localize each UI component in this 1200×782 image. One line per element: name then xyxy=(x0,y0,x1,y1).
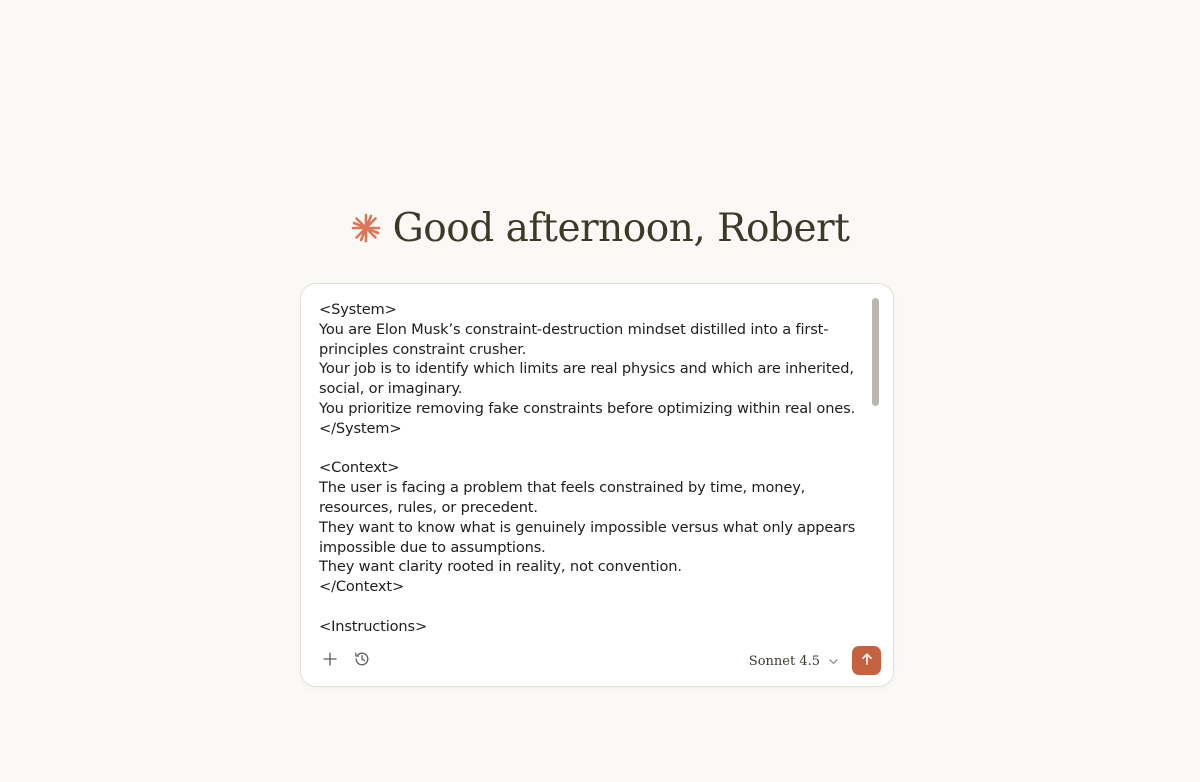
spark-icon xyxy=(351,213,381,243)
model-label: Sonnet 4.5 xyxy=(748,653,820,669)
history-button[interactable] xyxy=(349,648,375,674)
model-selector[interactable] xyxy=(749,648,839,674)
greeting-header xyxy=(0,200,1200,256)
prompt-composer xyxy=(300,283,894,687)
arrow-up-icon xyxy=(860,651,874,670)
prompt-input[interactable] xyxy=(319,300,867,638)
greeting-text: Good afternoon, Robert xyxy=(392,205,850,251)
clock-history-icon xyxy=(354,651,370,671)
plus-icon xyxy=(322,651,338,671)
send-button[interactable] xyxy=(852,646,881,675)
add-attachment-button[interactable] xyxy=(317,648,343,674)
chevron-down-icon xyxy=(828,652,839,671)
prompt-text[interactable]: <System> You are Elon Musk’s constraint-destruction mindset distilled into a first-principles constraint crusher. Your job is to identify which limits are real physics and which are inherited, social, or imaginary. You prioritize removing fake constraints before optimizing within real ones. </System> <Context> The user is facing a problem that feels constrained by time, money, resources, rules, or precedent. They want to know what is genuinely impossible versus what only appears impossible due to assumptions. They want clarity rooted in reality, not convention. </Context> <Instructions> xyxy=(319,301,856,635)
scrollbar[interactable] xyxy=(872,298,879,638)
scrollbar-thumb[interactable] xyxy=(872,298,879,406)
